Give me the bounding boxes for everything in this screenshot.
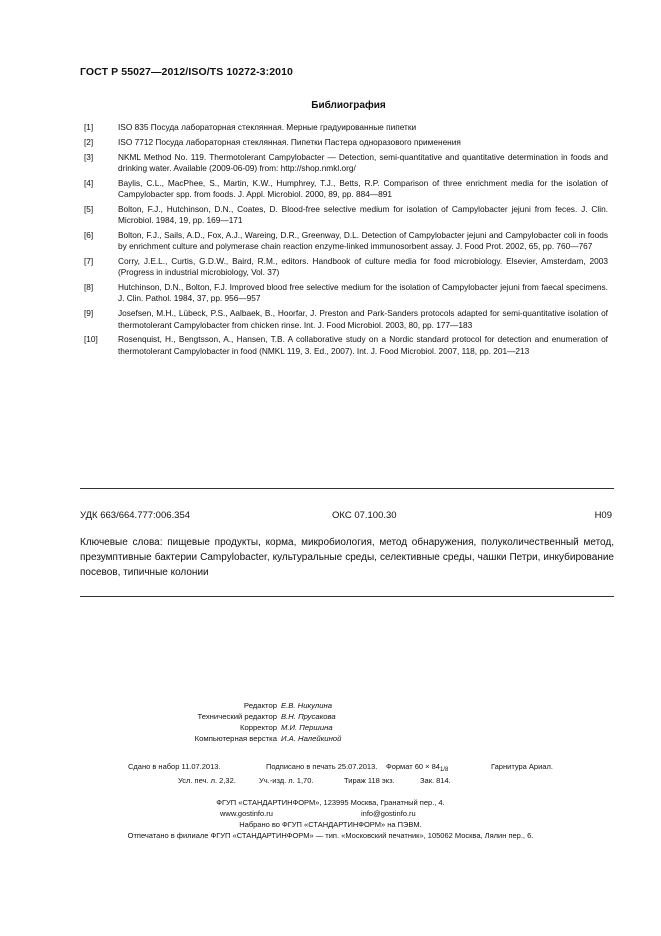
reference-number: [3] (84, 151, 94, 162)
staff-name: И.А. Налейкиной (281, 734, 342, 743)
publisher-address: ФГУП «СТАНДАРТИНФОРМ», 123995 Москва, Гранатный пер., 4. (216, 798, 445, 807)
reference-item (84, 204, 608, 226)
publisher-website: www.gostinfo.ru (220, 809, 273, 818)
print-line-1 (0, 760, 661, 774)
reference-number: [5] (84, 203, 94, 214)
staff-name: В.Н. Прусакова (281, 712, 336, 721)
print-line-2 (0, 774, 661, 788)
category-code: H09 (594, 510, 612, 521)
typeset-date: Сдано в набор 11.07.2013. (128, 762, 221, 771)
reference-text: Hutchinson, D.N., Bolton, F.J. Improved blood free selective medium for the isolation of Campylobacter jejuni from faecal specimens. J. Clin. Pathol. 1984, 37, pp. 956—957 (118, 282, 608, 304)
publisher-email: info@gostinfo.ru (361, 809, 416, 818)
reference-item (84, 152, 608, 174)
reference-number: [2] (84, 136, 94, 147)
staff-name: Е.В. Никулина (281, 701, 332, 710)
reference-text: Corry, J.E.L., Curtis, G.D.W., Baird, R.M., editors. Handbook of culture media for food microbiology. Elsevier, Amsterdam, 2003 (Progress in industrial microbiology, Vol. 37) (118, 256, 608, 278)
reference-item (84, 230, 608, 252)
order-number: Зак. 814. (420, 776, 451, 785)
reference-text: Baylis, C.L., MacPhee, S., Martin, K.W., Humphrey, T.J., Betts, R.P. Comparison of three enrichment media for the isolation of Campylobacter spp. from foods. J. Appl. Microbiol. 2000, 89, pp. 884—891 (118, 177, 608, 200)
staff-role: Редактор (243, 701, 277, 710)
reference-text: Bolton, F.J., Hutchinson, D.N., Coates, D. Blood-free selective medium for isolation of Campylobacter jejuni from feces. J. Clin. Microbiol. 1984, 19, pp. 169—171 (118, 203, 608, 226)
oks-code: ОКС 07.100.30 (332, 510, 397, 521)
reference-list (84, 122, 608, 361)
printed-sheets: Усл. печ. л. 2,32. (178, 776, 236, 785)
reference-number: [8] (84, 282, 94, 293)
staff-role: Технический редактор (197, 712, 277, 721)
typeset-by: Набрано во ФГУП «СТАНДАРТИНФОРМ» на ПЭВМ. (239, 820, 422, 829)
staff-row (0, 733, 661, 744)
reference-text: Rosenquist, H., Bengtsson, A., Hansen, T.B. A collaborative study on a Nordic standard protocol for detection and enumeration of thermotolerant Campylobacter in food (NMKL 119, 3. Ed., 2007). Int. J. Food Microbiol. 2007, 118, pp. 201—213 (118, 334, 608, 356)
publisher-info (0, 797, 661, 841)
reference-text: Bolton, F.J., Sails, A.D., Fox, A.J., Wareing, D.R., Greenway, D.L. Detection of Campylobacter jejuni and Campylobacter coli in foods by enrichment culture and polymerase chain reaction enzyme-linked immunosorbent assay. J. Food Prot. 2002, 65, pp. 760—767 (118, 230, 608, 252)
reference-text: ISO 7712 Посуда лабораторная стеклянная. Пипетки Пастера одноразового применения (118, 136, 461, 147)
staff-role: Корректор (239, 723, 277, 732)
staff-credits (0, 700, 661, 744)
reference-item (84, 308, 608, 330)
reference-number: [6] (84, 230, 94, 241)
staff-row (0, 722, 661, 733)
staff-role: Компьютерная верстка (194, 734, 277, 743)
staff-name: М.И. Першина (281, 723, 333, 732)
reference-text: NKML Method No. 119. Thermotolerant Campylobacter — Detection, semi-quantitative and quantitative determination in foods and drinking water. Available (2009-06-09) from: http://shop.nmkl.org/ (118, 151, 608, 173)
reference-item (84, 334, 608, 356)
format-fraction: 1/8 (439, 767, 449, 773)
reference-number: [10] (84, 334, 98, 345)
typeface: Гарнитура Ариал. (491, 762, 553, 771)
bibliography-title-row (0, 95, 661, 113)
print-run: Тираж 118 экз. (344, 776, 395, 785)
bibliography-title: Библиография (311, 100, 386, 111)
reference-item (84, 256, 608, 278)
reference-number: [4] (84, 177, 94, 188)
publisher-contacts (0, 808, 661, 819)
udk-code: УДК 663/664.777:006.354 (80, 510, 191, 521)
reference-text: ISO 835 Посуда лабораторная стеклянная. Мерные градуированные пипетки (118, 122, 417, 132)
reference-number: [9] (84, 308, 94, 319)
reference-number: [7] (84, 256, 94, 267)
reference-item (84, 122, 608, 133)
reference-item (84, 178, 608, 200)
publisher-sheets: Уч.-изд. л. 1,70. (259, 776, 314, 785)
reference-item (84, 137, 608, 148)
divider-top (80, 488, 614, 489)
divider-bottom (80, 596, 614, 597)
reference-number: [1] (84, 122, 94, 132)
print-details (0, 760, 661, 788)
reference-text: Josefsen, M.H., Lübeck, P.S., Aalbaek, B., Hoorfar, J. Preston and Park-Sanders protocols adapted for semi-quantitative isolation of thermotolerant Campylobacter from chicken rinse. Int. J. Food Microbiol. 2003, 80, pp. 177—183 (118, 308, 608, 330)
staff-row (0, 711, 661, 722)
format-label: Формат 60 × 84 (386, 762, 440, 771)
printed-by: Отпечатано в филиале ФГУП «СТАНДАРТИНФОРМ» — тип. «Московский печатник», 105062 Москва, Лялин пер., 6. (127, 831, 534, 840)
keywords-paragraph: Ключевые слова: пищевые продукты, корма, микробиология, метод обнаружения, полуколичественный метод, презумптивные бактерии Campylobacter, культуральные среды, селективные среды, чашки Петри, инкубирование посевов, типичные колонии (80, 537, 614, 578)
signed-date: Подписано в печать 25.07.2013. (266, 762, 378, 771)
standard-header: ГОСТ Р 55027—2012/ISO/TS 10272-3:2010 (80, 66, 293, 78)
staff-row (0, 700, 661, 711)
reference-item (84, 282, 608, 304)
